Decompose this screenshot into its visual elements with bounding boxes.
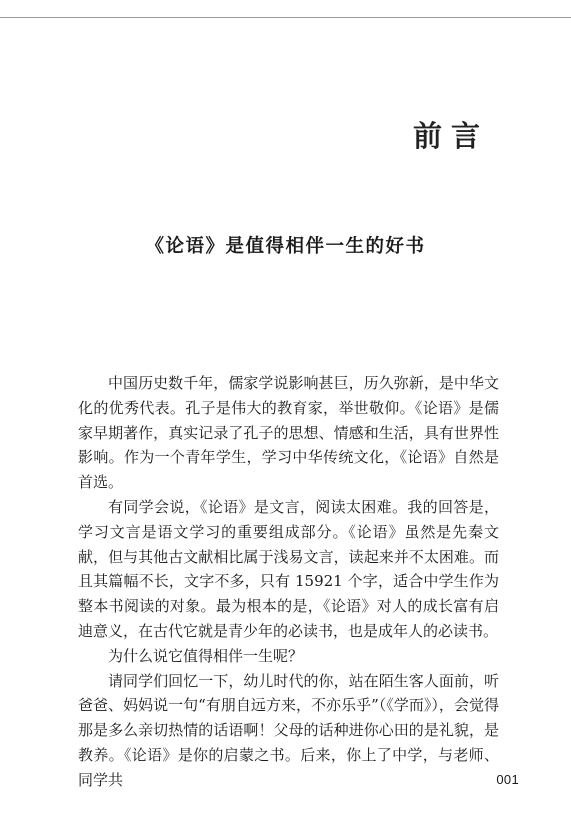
body-text xyxy=(78,371,499,793)
top-border-line xyxy=(0,17,571,18)
chapter-heading: 前言 xyxy=(412,119,489,153)
page-number: 001 xyxy=(496,772,519,787)
paragraph: 中国历史数千年，儒家学说影响甚巨，历久弥新，是中华文化的优秀代表。孔子是伟大的教育家，举世敬仰。《论语》是儒家早期著作，真实记录了孔子的思想、情感和生活，具有世界性影响。作为一个青年学生，学习中华传统文化，《论语》自然是首选。 xyxy=(78,374,499,492)
paragraph: 请同学们回忆一下，幼儿时代的你，站在陌生客人面前，听爸爸、妈妈说一句“有朋自远方来，不亦乐乎”（《学而》），会觉得那是多么亲切热情的话语啊！父母的话种进你心田的是礼貌，是教养。《论语》是你的启蒙之书。后来，你上了中学，与老师、同学共 xyxy=(78,671,499,789)
paragraph: 为什么说它值得相伴一生呢？ xyxy=(108,646,304,665)
paragraph: 有同学会说，《论语》是文言，阅读太困难。我的回答是，学习文言是语文学习的重要组成部分。《论语》虽然是先秦文献，但与其他古文献相比属于浅易文言，读起来并不太困难。而且其篇幅不长，文字不多，只有 15921 个字，适合中学生作为整本书阅读的对象。最为根本的是，《论语》对人的成长富有启迪意义，在古代它就是青少年的必读书，也是成年人的必读书。 xyxy=(78,497,499,640)
article-title: 《论语》是值得相伴一生的好书 xyxy=(145,236,426,257)
